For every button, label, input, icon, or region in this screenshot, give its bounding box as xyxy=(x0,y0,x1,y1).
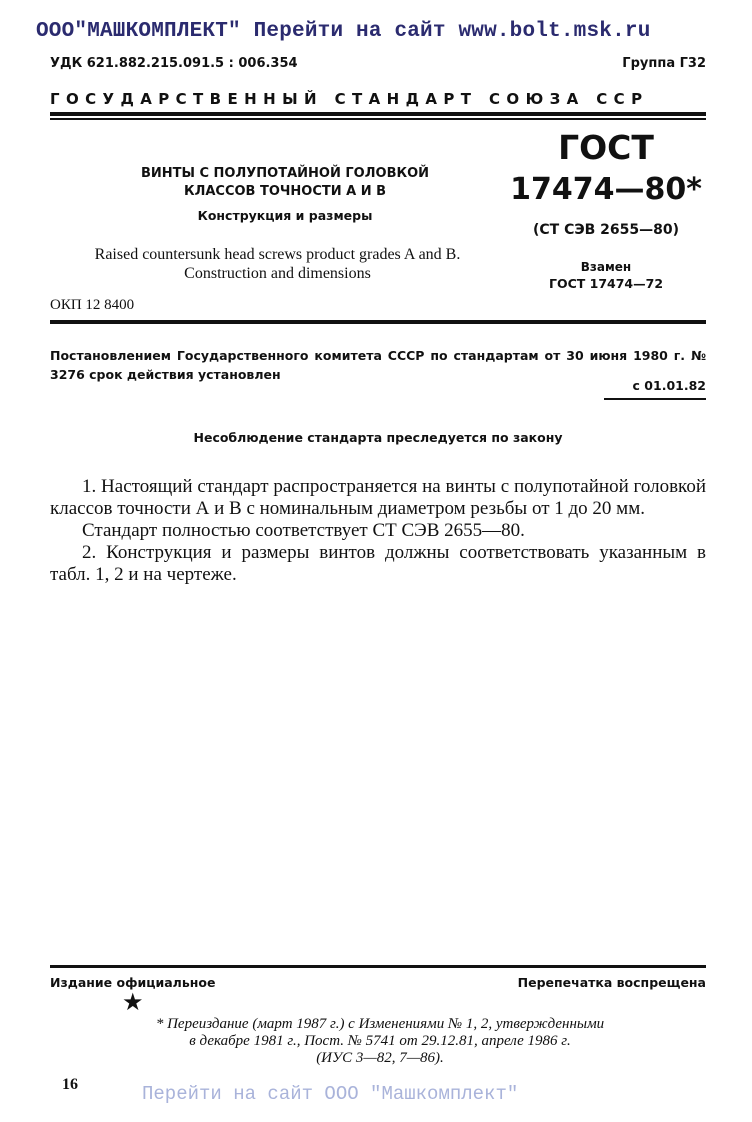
gost-number: 17474—80* xyxy=(510,172,702,207)
site-footer-link[interactable]: Перейти на сайт ООО "Машкомплект" xyxy=(142,1083,519,1105)
resolution-text: Постановлением Государственного комитета СССР по стандартам от 30 июня 1980 г. № 3276 срок действия установлен xyxy=(50,348,706,382)
title-line-1: ВИНТЫ С ПОЛУПОТАЙНОЙ ГОЛОВКОЙ xyxy=(140,166,430,181)
document-title xyxy=(100,165,470,223)
page-number: 16 xyxy=(62,1076,78,1093)
replaced-gost: ГОСТ 17474—72 xyxy=(548,276,664,291)
state-standard-heading: ГОСУДАРСТВЕННЫЙ СТАНДАРТ СОЮЗА ССР xyxy=(50,90,649,108)
paragraph-1: 1. Настоящий стандарт распространяется на винты с полупотайной головкой классов точности А и В с номинальным диаметром резьбы от 1 до 20 мм. xyxy=(50,476,706,519)
udk-code: УДК 621.882.215.091.5 : 006.354 xyxy=(50,56,298,71)
paragraph-2: Стандарт полностью соответствует СТ СЭВ 2655—80. xyxy=(82,520,525,541)
reprint-prohibited-label: Перепечатка воспрещена xyxy=(517,975,706,990)
site-banner-link[interactable]: ООО"МАШКОМПЛЕКТ" Перейти на сайт www.bolt.msk.ru xyxy=(36,20,651,43)
reissue-line-3: (ИУС 3—82, 7—86). xyxy=(316,1050,444,1066)
official-edition-label: Издание официальное xyxy=(50,975,216,990)
gost-designation xyxy=(505,128,707,291)
title-line-2: КЛАССОВ ТОЧНОСТИ А И В xyxy=(183,184,387,199)
effective-date: с 01.01.82 xyxy=(632,378,706,393)
group-code: Группа Г32 xyxy=(622,56,706,71)
header-rule-bottom xyxy=(50,118,706,120)
paragraph-3: 2. Конструкция и размеры винтов должны соответствовать указанным в табл. 1, 2 и на чертеже. xyxy=(50,542,706,585)
star-icon: ★ xyxy=(122,990,144,1016)
st-sev-reference: (СТ СЭВ 2655—80) xyxy=(532,222,680,238)
okp-code: ОКП 12 8400 xyxy=(50,297,135,313)
law-notice: Несоблюдение стандарта преследуется по закону xyxy=(193,430,563,445)
replaces-label: Взамен xyxy=(580,260,632,274)
english-title-line-2: Construction and dimensions xyxy=(184,265,371,282)
section-rule xyxy=(50,320,706,324)
gost-word: ГОСТ xyxy=(558,128,654,167)
body-text xyxy=(50,476,706,586)
reissue-note xyxy=(80,1016,680,1067)
english-title-line-1: Raised countersunk head screws product grades A and B. xyxy=(94,246,461,263)
reissue-line-2: в декабре 1981 г., Пост. № 5741 от 29.12.81, апреле 1986 г. xyxy=(189,1033,571,1049)
date-underline xyxy=(604,398,706,400)
footer-rule xyxy=(50,965,706,968)
header-rule-top xyxy=(50,112,706,116)
reissue-line-1: * Переиздание (март 1987 г.) с Изменениями № 1, 2, утвержденными xyxy=(155,1016,605,1032)
title-subtitle: Конструкция и размеры xyxy=(197,208,373,223)
english-title xyxy=(50,245,505,283)
